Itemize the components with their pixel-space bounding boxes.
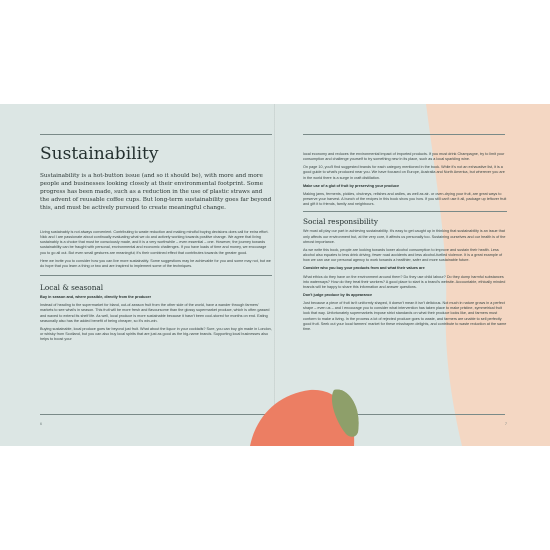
body-paragraph: local economy and reduces the environmental impact of imported products. If you must drink Champagne, try to limit your consumption and challenge yourself to try something new in its place, such as a local sparkling wine. — [303, 152, 505, 162]
subheading: Make use of a glut of fruit by preserving your produce — [303, 183, 400, 188]
book-spread — [0, 104, 550, 446]
subheading: Buy in season and, where possible, directly from the producer — [40, 295, 152, 300]
body-paragraph: Buying sustainable, local produce goes far beyond just fruit. What about the liquor in your cocktails? Sure, you can buy gin made in London, or whisky from Scotland, but you can also buy local spirits that are just as good as the big-name brands. Supporting local businesses also helps to boost your — [40, 326, 272, 342]
page-number: 7 — [505, 422, 507, 426]
body-paragraph: We must all play our part in achieving sustainability. It's easy to get caught up in thinking that sustainability is an issue that only affects our environment but, at the very core, it affects us personally too. Sustaining ourselves and our health is of the utmost importance. — [303, 229, 506, 244]
intro-paragraph: Sustainability is a hot-button issue (and so it should be), with more and more people and businesses looking closely at their environmental footprint. Some progress has been made, such as a reduction in the use of plastic straws and the advent of reusable coffee cups. But long-term sustainability goes far beyond this, and must be actively pursued to create meaningful change. — [40, 173, 272, 212]
body-paragraph: As we write this book, people are looking towards lower alcohol consumption to improve and sustain their health. Less alcohol also equates to less drink driving, fewer road accidents and less alcohol-fuelled violence. It is a great example of how we can use our personal agency to work towards a healthier, safer and more sustainable future. — [303, 247, 503, 263]
section-heading: Social responsibility — [303, 217, 378, 227]
body-paragraph: On page 10, you'll find suggested brands for each category mentioned in the book. While it's not an exhaustive list, it is a good guide to what's produced near you. We have focused on Europe, Australia and North America, but wherever you are in the world there is a surge in craft distillation. — [303, 165, 505, 180]
page-title: Sustainability — [40, 144, 159, 164]
section-heading: Local & seasonal — [40, 283, 104, 293]
body-paragraph: Instead of heading to the supermarket for bland, out-of-season fruit from the other side of the world, have a wander through farmers' markets to see what's in season. This fruit will be more fresh and flavoursome than the glossy supermarket produce, which is often gassed and waxed to extend its shelf life. As well, local produce is more sustainable because it hasn't been cool-stored for months on end. Eating seasonally also has the added benefit of being cheaper, so it's win-win. — [40, 303, 270, 323]
leaf-overlay — [0, 104, 550, 446]
subheading: Don't judge produce by its appearance — [303, 292, 373, 297]
body-paragraph: Living sustainably is not always convenient. Contributing to waste reduction and making mindful buying decisions does call for extra effort. Nick and I are passionate about continually evaluating what we do and actively working towards positive change. We agree that living sustainably is a choice that must be consciously made, and it is a very worthwhile – even essential – one. However, the journey towards sustainability can be fraught with personal, environmental and economic challenges. If you have loads of time and money, we encourage you to go all out. But even small gestures are meaningful; it's their combined effect that contributes towards the greater good. — [40, 230, 269, 255]
body-paragraph: Here we invite you to consider how you can live more sustainably. Some suggestions may be achievable for you and some may not, but we do hope that you learn a thing or two and are inspired to implement some of the techniques. — [40, 258, 271, 268]
body-paragraph: Making jams, ferments, pickles, chutneys, relishes and ardles, as well as air- or oven-drying your fruit, are great ways to preserve your harvest. A bunch of the recipes in this book show you how. If you still can't use it all, package up leftover fruit and gift it to friends, family and neighbours. — [303, 191, 507, 207]
body-paragraph: Just because a piece of fruit isn't uniformly shaped, it doesn't mean it isn't delicious. Not much in nature grows in a perfect shape – even us – and I encourage you to consider what intervention has taken place to make pristine, symmetrical fruit look that way. Unfortunately supermarkets impose strict standards on what their produce looks like, and farmers must conform to make a living. In the process a lot of rejected produce goes to waste, and farmers are unable to sell perfectly good fruit. Seek out your local farmers' market for these misshapen delights, and contribute to waste reduction at the same time. — [303, 301, 507, 331]
page-number: 6 — [40, 422, 42, 426]
body-paragraph: What ethics do they have on the environment around them? Do they use child labour? Do they dump harmful substances into waterways? How do they treat their workers? A good place to start is a brand's website. Accountable, ethically minded brands will be happy to share this information and answer questions. — [303, 274, 506, 289]
subheading: Consider who you buy your products from and what their values are — [303, 266, 425, 271]
